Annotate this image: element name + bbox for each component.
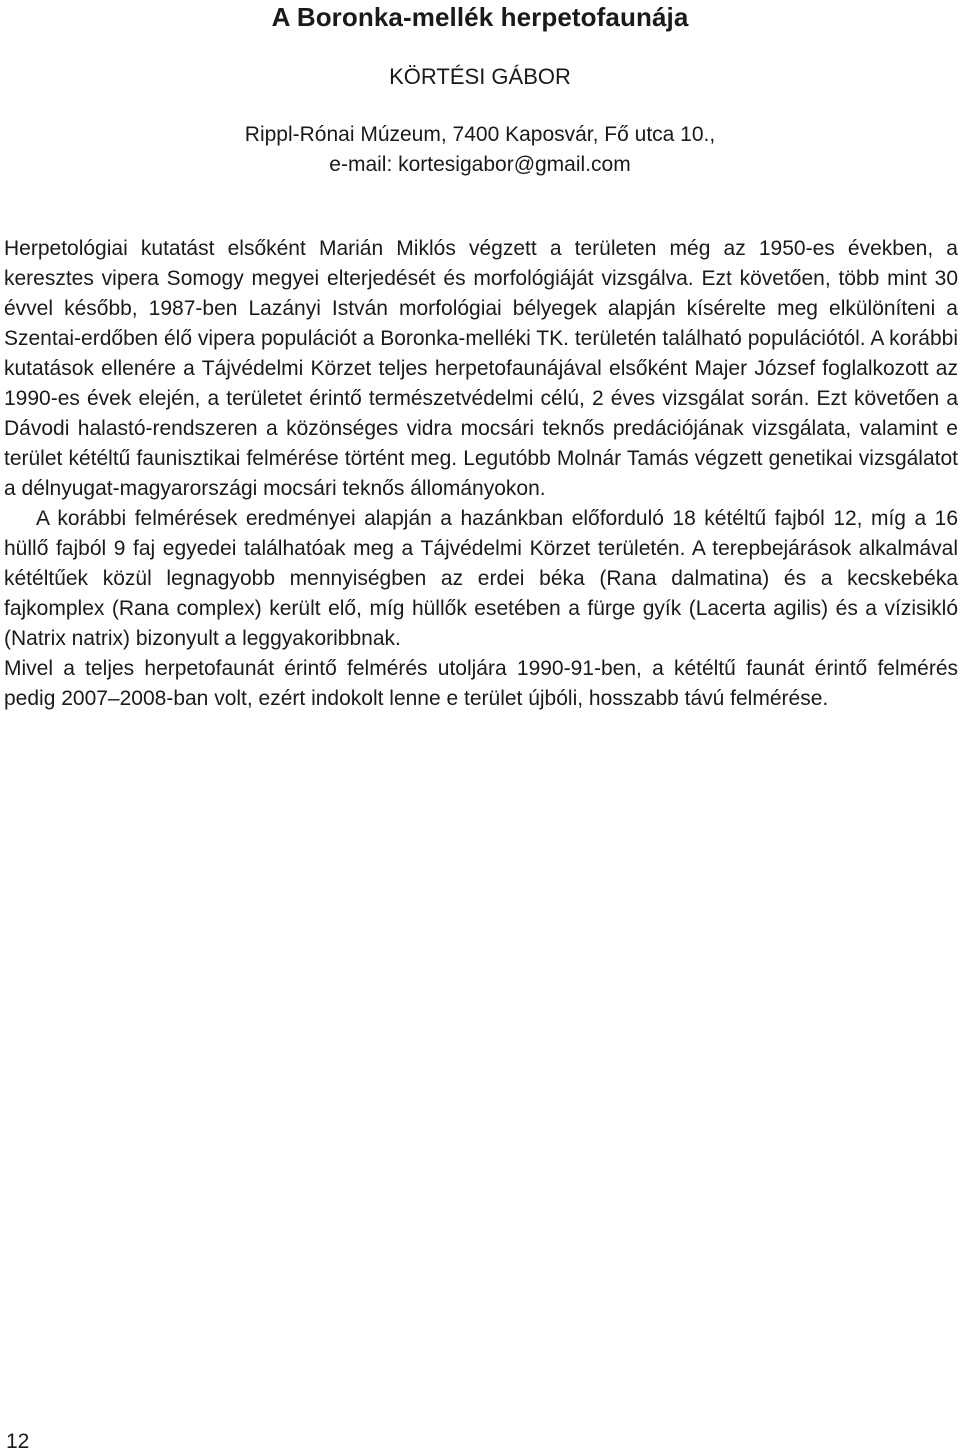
- author-name: KÖRTÉSI GÁBOR: [389, 64, 571, 89]
- article-title: A Boronka-mellék herpetofaunája: [271, 2, 689, 32]
- paragraph-conclusion: Mivel a teljes herpetofaunát érintő felmérés utoljára 1990-91-ben, a kétéltű faunát érintő felmérés pedig 2007–2008-ban volt, ezért indokolt lenne e terület újbóli, hosszabb távú felmérése.: [4, 657, 958, 710]
- affiliation-email[interactable]: e-mail: kortesigabor@gmail.com: [329, 153, 631, 176]
- author-affiliation: [0, 120, 960, 180]
- paragraph-species-results: A korábbi felmérések eredményei alapján a hazánkban előforduló 18 kétéltű fajból 12, míg a 16 hüllő fajból 9 faj egyedei találhatóak meg a Tájvédelmi Körzet területén. A terepbejárások alkalmával kétéltűek közül legnagyobb mennyiségben az erdei béka (Rana dalmatina) és a kecskebéka fajkomplex (Rana complex) került elő, míg hüllők esetében a fürge gyík (Lacerta agilis) és a vízisikló (Natrix natrix) bizonyult a leggyakoribbnak.: [4, 507, 958, 650]
- page-number: 12: [6, 1430, 30, 1453]
- paragraph-research-history: Herpetológiai kutatást elsőként Marián Miklós végzett a területen még az 1950-es években, a keresztes vipera Somogy megyei elterjedését és morfológiáját vizsgálva. Ezt követően, több mint 30 évvel később, 1987-ben Lazányi István morfológiai bélyegek alapján kísérelte meg elkülöníteni a Szentai-erdőben élő vipera populációt a Boronka-melléki TK. területén található populációtól. A korábbi kutatások ellenére a Tájvédelmi Körzet teljes herpetofaunájával elsőként Majer József foglalkozott az 1990-es évek elején, a területet érintő természetvédelmi célú, 2 éves vizsgálat során. Ezt követően a Dávodi halastó-rendszeren a közönséges vidra mocsári teknős predációjának vizsgálata, valamint e terület kétéltű faunisztikai felmérése történt meg. Legutóbb Molnár Tamás végzett genetikai vizsgálatot a délnyugat-magyarországi mocsári teknős állományokon.: [4, 237, 958, 500]
- abstract-body: [4, 234, 958, 714]
- affiliation-address: Rippl-Rónai Múzeum, 7400 Kaposvár, Fő utca 10.,: [244, 123, 716, 146]
